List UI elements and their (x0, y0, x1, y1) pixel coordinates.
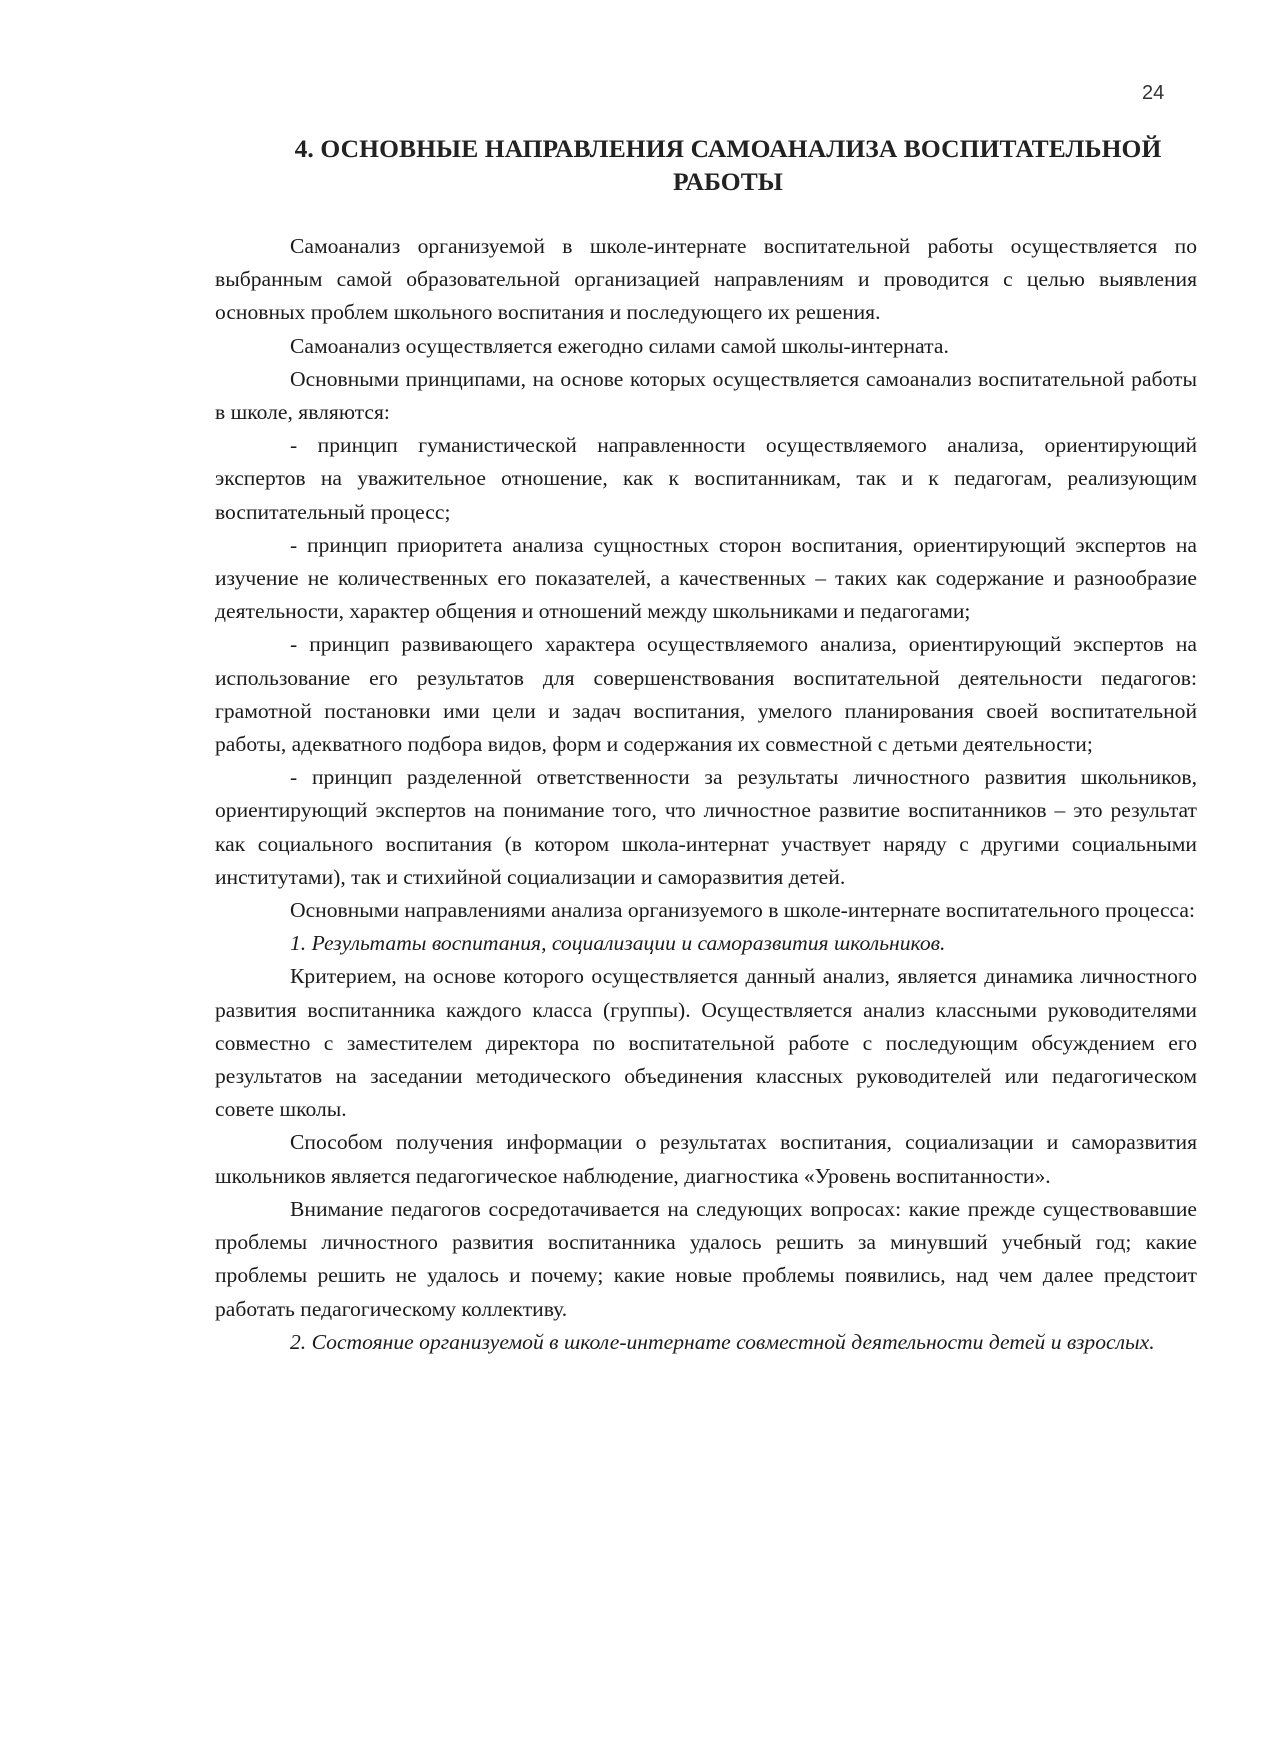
principle-humanistic: - принцип гуманистической направленности осуществляемого анализа, ориентирующий экспертов на уважительное отношение, как к воспитанникам, так и к педагогам, реализующим воспитательный процесс; (215, 433, 1197, 524)
paragraph-intro: Самоанализ организуемой в школе-интернате воспитательной работы осуществляется по выбранным самой образовательной организацией направлениям и проводится с целью выявления основных проблем школьного воспитания и последующего их решения. (215, 234, 1197, 325)
paragraph-annual: Самоанализ осуществляется ежегодно силами самой школы-интерната. (290, 333, 949, 358)
subheading-direction-2: 2. Состояние организуемой в школе-интернате совместной деятельности детей и взрослых. (290, 1329, 1155, 1354)
page-content (215, 132, 1197, 1359)
paragraph-principles-lead: Основными принципами, на основе которых осуществляется самоанализ воспитательной работы в школе, являются: (215, 366, 1197, 425)
principle-priority: - принцип приоритета анализа сущностных сторон воспитания, ориентирующий экспертов на изучение не количественных его показателей, а качественных – таких как содержание и разнообразие деятельности, характер общения и отношений между школьниками и педагогами; (215, 532, 1197, 624)
paragraph-method: Способом получения информации о результатах воспитания, социализации и саморазвития школьников является педагогическое наблюдение, диагностика «Уровень воспитанности». (215, 1130, 1197, 1188)
page-number: 24 (1142, 82, 1165, 104)
section-title: 4. ОСНОВНЫЕ НАПРАВЛЕНИЯ САМОАНАЛИЗА ВОСПИТАТЕЛЬНОЙ РАБОТЫ (294, 134, 1162, 196)
principle-developmental: - принцип развивающего характера осуществляемого анализа, ориентирующий экспертов на использование его результатов для совершенствования воспитательной деятельности педагогов: грамотной постановки ими цели и задач воспитания, умелого планирования своей воспитательной работы, адекватного подбора видов, форм и содержания их совместной с детьми деятельности; (215, 632, 1197, 757)
subheading-direction-1: 1. Результаты воспитания, социализации и саморазвития школьников. (290, 931, 946, 956)
paragraph-criterion: Критерием, на основе которого осуществляется данный анализ, является динамика личностного развития воспитанника каждого класса (группы). Осуществляется анализ классными руководителями совместно с заместителем директора по воспитательной работе с последующим обсуждением его результатов на заседании методического объединения классных руководителей или педагогическом совете школы. (215, 964, 1197, 1122)
paragraph-attention: Внимание педагогов сосредотачивается на следующих вопросах: какие прежде существовавшие проблемы личностного развития воспитанника удалось решить за минувший учебный год; какие проблемы решить не удалось и почему; какие новые проблемы появились, над чем далее предстоит работать педагогическому коллективу. (215, 1196, 1197, 1321)
paragraph-directions-lead: Основными направлениями анализа организуемого в школе-интернате воспитательного процесса: (290, 898, 1195, 923)
principle-shared-responsibility: - принцип разделенной ответственности за результаты личностного развития школьников, ориентирующий экспертов на понимание того, что личностное развитие воспитанников – это результат как социального воспитания (в котором школа-интернат участвует наряду с другими социальными институтами), так и стихийной социализации и саморазвития детей. (215, 765, 1197, 889)
